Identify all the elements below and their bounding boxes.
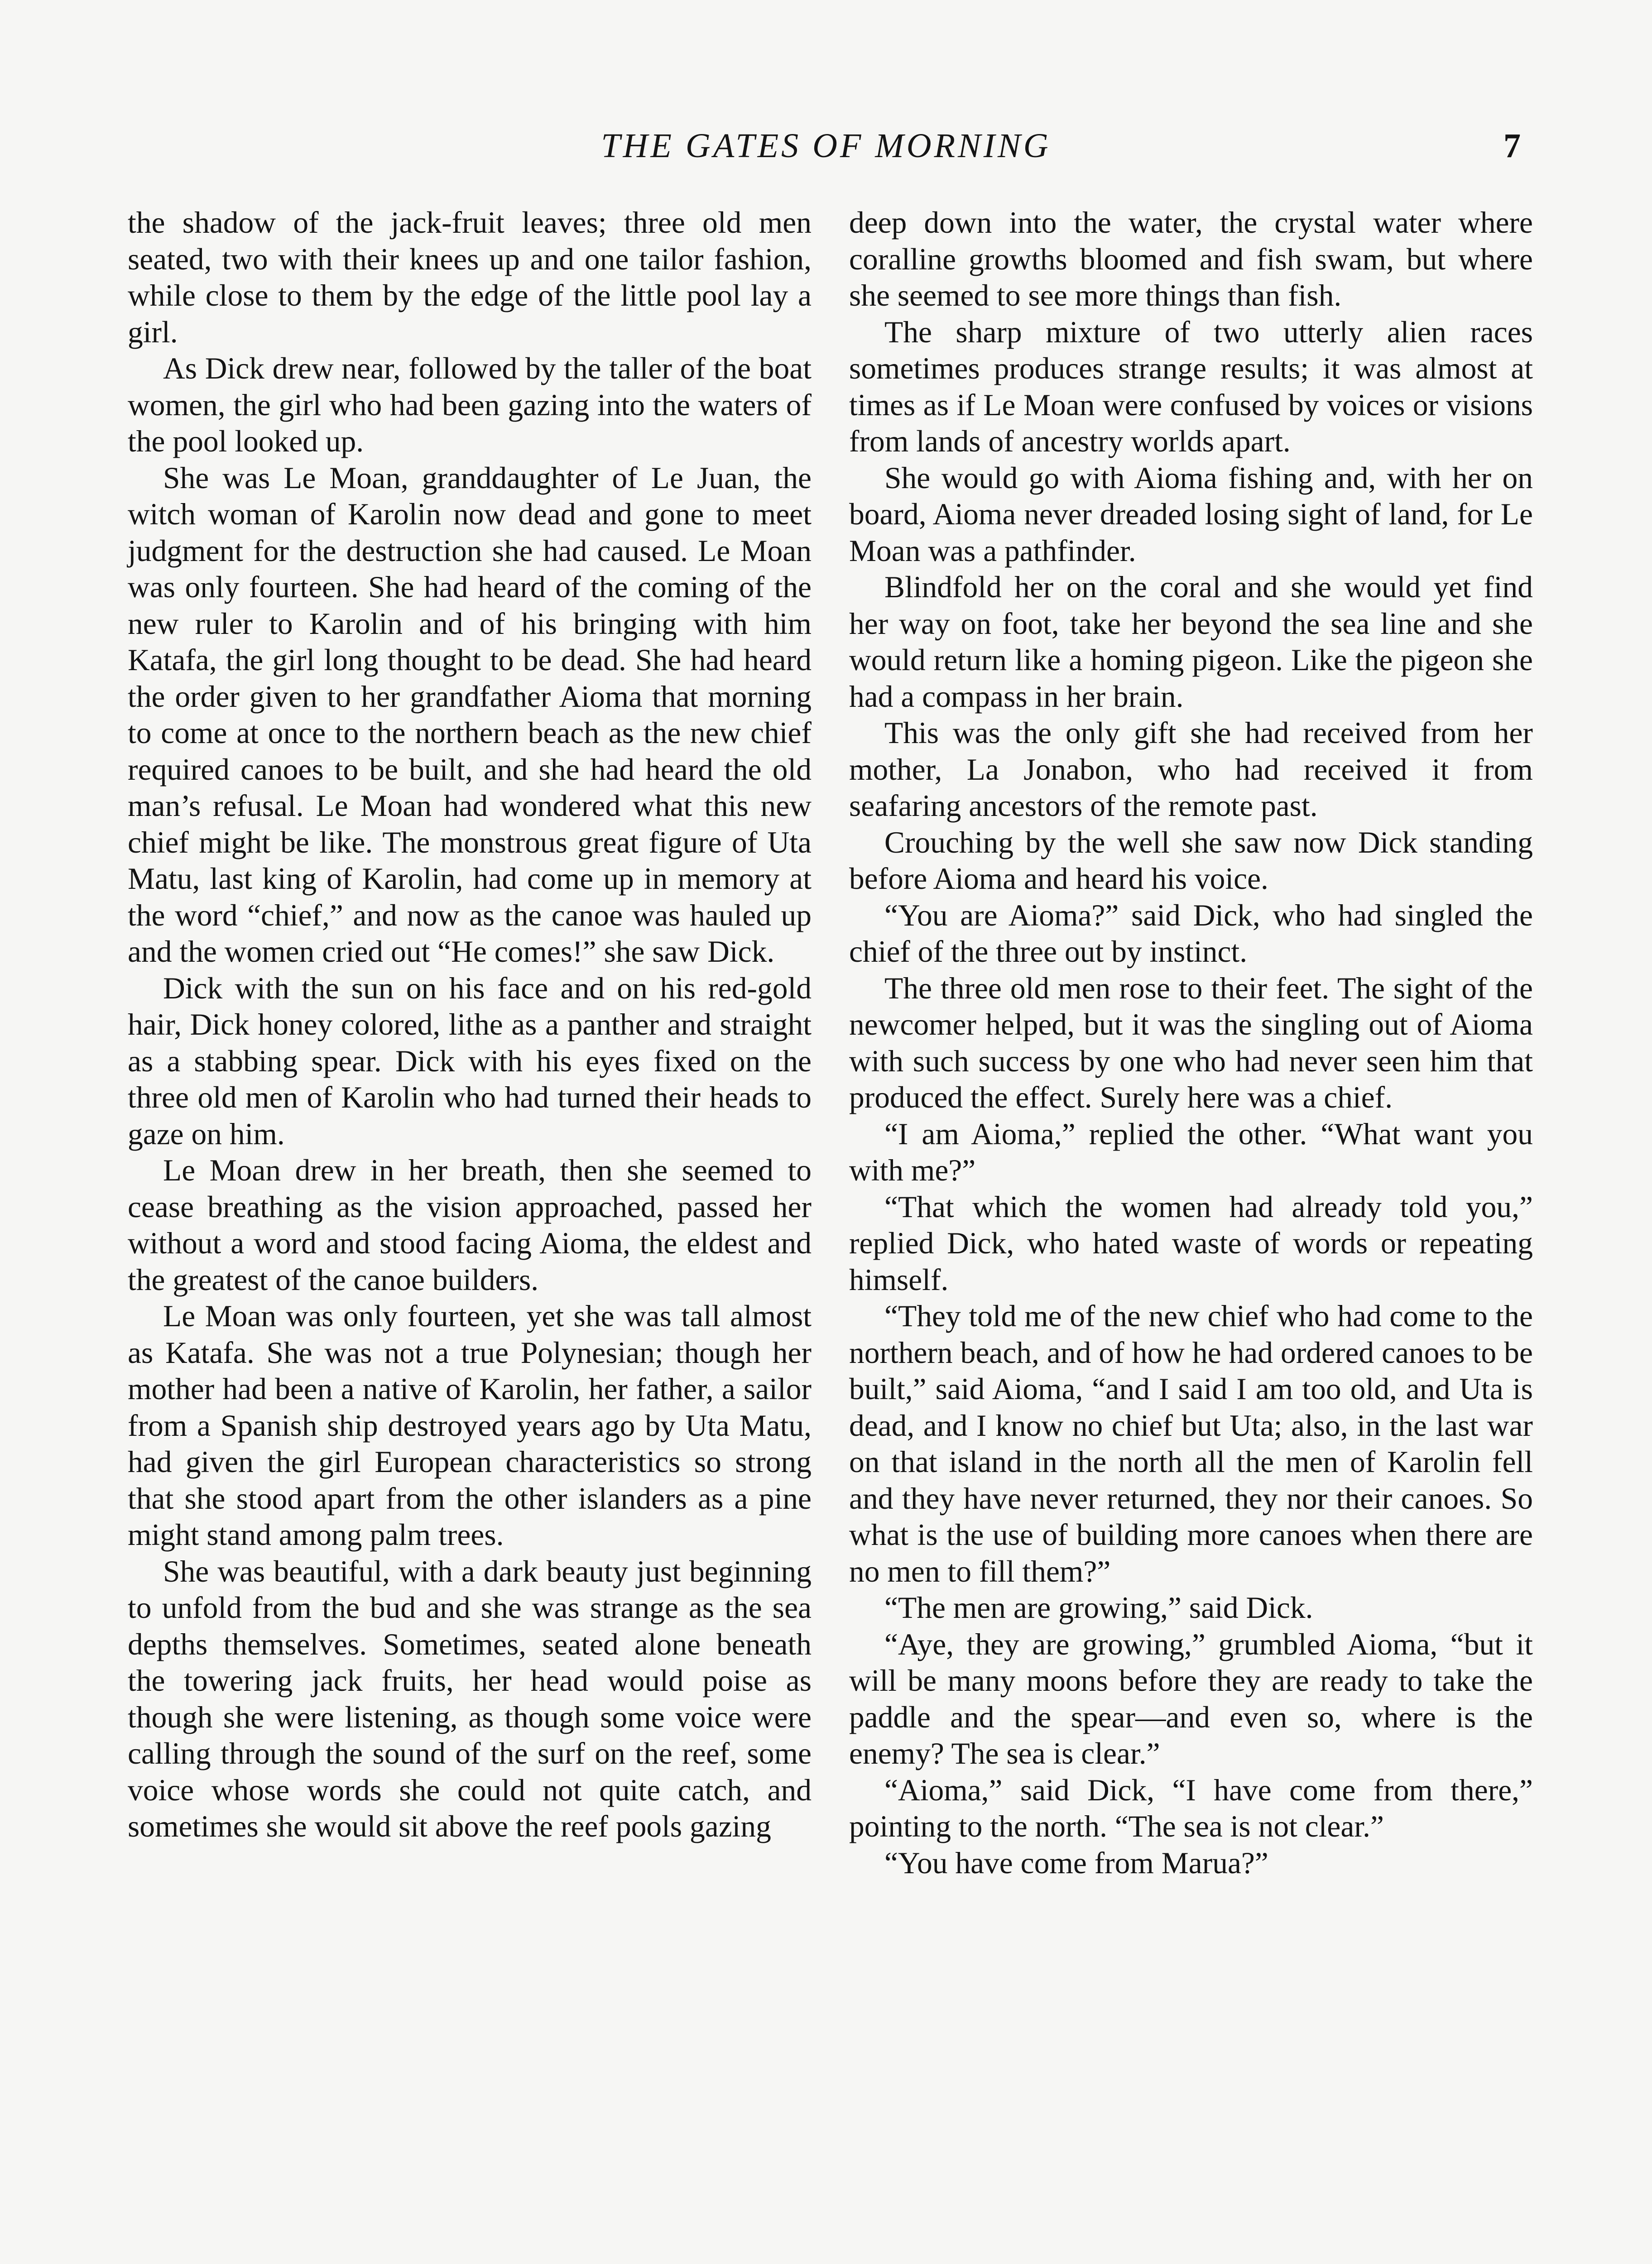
paragraph: “They told me of the new chief who had come to the northern beach, and of how he had ordered canoes to be built,” said Aioma, “and I said I am too old, and Uta is dead, and I know no chief but Uta; also, in the last war on that island in the north all the men of Karolin fell and they have never returned, they nor their canoes. So what is the use of building more canoes when there are no men to fill them?” [849, 1299, 1533, 1588]
paragraph: the shadow of the jack-fruit leaves; three old men seated, two with their knees up and one tailor fashion, while close to them by the edge of the little pool lay a girl. [128, 206, 812, 349]
paragraph: “I am Aioma,” replied the other. “What want you with me?” [849, 1117, 1533, 1187]
running-head [0, 123, 1652, 168]
text-column-left [128, 205, 812, 1845]
paragraph: She was Le Moan, granddaughter of Le Juan, the witch woman of Karolin now dead and gone to meet judgment for the destruction she had caused. Le Moan was only fourteen. She had heard of the coming of the new ruler to Karolin and of his bringing with him Katafa, the girl long thought to be dead. She had heard the order given to her grandfather Aioma that morning to come at once to the northern beach as the new chief required canoes to be built, and she had heard the old man’s refusal. Le Moan had wondered what this new chief might be like. The monstrous great figure of Uta Matu, last king of Karolin, had come up in memory at the word “chief,” and now as the canoe was hauled up and the women cried out “He comes!” she saw Dick. [128, 460, 812, 969]
paragraph: Le Moan was only fourteen, yet she was tall almost as Katafa. She was not a true Polynesian; though her mother had been a native of Karolin, her father, a sailor from a Spanish ship destroyed years ago by Uta Matu, had given the girl European characteristics so strong that she stood apart from the other islanders as a pine might stand among palm trees. [128, 1299, 812, 1552]
paragraph: Dick with the sun on his face and on his red-gold hair, Dick honey colored, lithe as a panther and straight as a stabbing spear. Dick with his eyes fixed on the three old men of Karolin who had turned their heads to gaze on him. [128, 971, 812, 1151]
running-title: THE GATES OF MORNING [601, 127, 1051, 165]
page-number: 7 [1503, 127, 1521, 165]
paragraph: deep down into the water, the crystal water where coralline growths bloomed and fish swam, but where she seemed to see more things than fish. [849, 206, 1533, 312]
paragraph: “Aioma,” said Dick, “I have come from there,” pointing to the north. “The sea is not clear.” [849, 1773, 1533, 1843]
text-column-right [849, 205, 1533, 1881]
paragraph: The three old men rose to their feet. The sight of the newcomer helped, but it was the singling out of Aioma with such success by one who had never seen him that produced the effect. Surely here was a chief. [849, 971, 1533, 1114]
paragraph: Crouching by the well she saw now Dick standing before Aioma and heard his voice. [849, 825, 1533, 896]
paragraph: “Aye, they are growing,” grumbled Aioma, “but it will be many moons before they are ready to take the paddle and the spear—and even so, where is the enemy? The sea is clear.” [849, 1627, 1533, 1770]
paragraph: Blindfold her on the coral and she would yet find her way on foot, take her beyond the sea line and she would return like a homing pigeon. Like the pigeon she had a compass in her brain. [849, 570, 1533, 714]
paragraph: Le Moan drew in her breath, then she seemed to cease breathing as the vision approached, passed her without a word and stood facing Aioma, the eldest and the greatest of the canoe builders. [128, 1153, 812, 1297]
paragraph: “You are Aioma?” said Dick, who had singled the chief of the three out by instinct. [849, 898, 1533, 969]
paragraph: She would go with Aioma fishing and, with her on board, Aioma never dreaded losing sight of land, for Le Moan was a pathfinder. [849, 460, 1533, 568]
paragraph: “That which the women had already told you,” replied Dick, who hated waste of words or repeating himself. [849, 1190, 1533, 1297]
paragraph: “You have come from Marua?” [884, 1846, 1268, 1880]
paragraph: The sharp mixture of two utterly alien races sometimes produces strange results; it was almost at times as if Le Moan were confused by voices or visions from lands of ancestry worlds apart. [849, 315, 1533, 458]
paragraph: This was the only gift she had received from her mother, La Jonabon, who had received it from seafaring ancestors of the remote past. [849, 716, 1533, 823]
paragraph: She was beautiful, with a dark beauty just beginning to unfold from the bud and she was strange as the sea depths themselves. Sometimes, seated alone beneath the towering jack fruits, her head would poise as though she were listening, as though some voice were calling through the sound of the surf on the reef, some voice whose words she could not quite catch, and sometimes she would sit above the reef pools gazing [128, 1554, 812, 1843]
paragraph: As Dick drew near, followed by the taller of the boat women, the girl who had been gazing into the waters of the pool looked up. [128, 351, 812, 458]
paragraph: “The men are growing,” said Dick. [884, 1591, 1313, 1625]
